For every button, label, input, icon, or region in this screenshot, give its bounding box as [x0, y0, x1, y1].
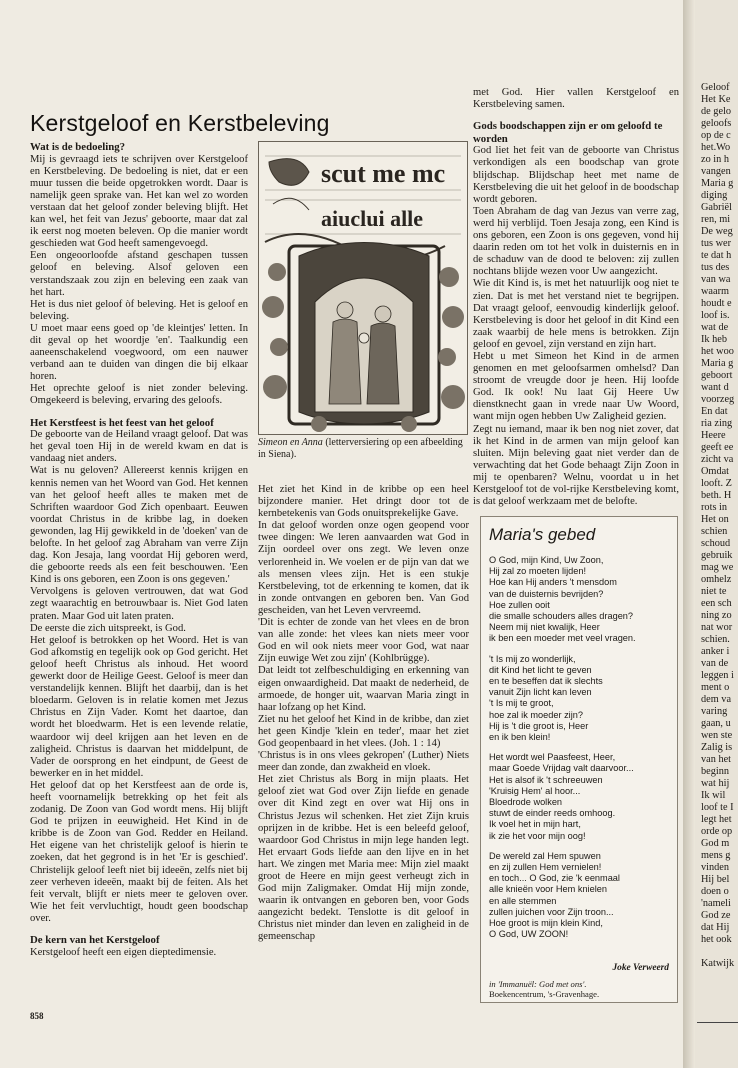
facing-page-text-fragment: dem va: [701, 694, 732, 705]
facing-page-text-fragment: omhelz: [701, 574, 732, 585]
poem-line: stuwt de einder reeds omhoog.: [489, 808, 616, 819]
paragraph: Ziet nu het geloof het Kind in de kribbe, dan ziet het geen Kindje 'klein en teder', maar het ziet God geopenbaard in het vlees. (Joh. 1 : 14): [258, 713, 469, 749]
poem-line: Bloedrode wolken: [489, 797, 563, 808]
facing-page-text-fragment: orde op: [701, 826, 733, 837]
facing-page-text-fragment: vangen: [701, 166, 731, 177]
poem-line: vanuit Zijn licht kan leven: [489, 687, 592, 698]
paragraph: In dat geloof worden onze ogen geopend voor twee dingen: We leren aanvaarden wat God in Zijn oordeel over ons zegt. We leven onze verlorenheid in. We voelen er de pijn van dat we als mensen vlees zijn. Het is een stukje Kerstbeleving, tot de erkenning te komen, dat ik in zonde ontvangen en geboren ben. Van God gescheiden, van het Leven vervreemd.: [258, 520, 469, 616]
facing-page-text-fragment: Ik heb: [701, 334, 728, 345]
poem-line: zullen juichen voor Zijn troon...: [489, 906, 614, 917]
paragraph: Kerstgeloof heeft een eigen dieptedimensie.: [30, 946, 217, 958]
section-heading: De kern van het Kerstgeloof: [30, 934, 160, 946]
facing-page-text-fragment: voorzeg: [701, 394, 735, 405]
facing-page-text-fragment: te dat h: [701, 250, 732, 261]
poem-line: ik zie het voor mijn oog!: [489, 830, 586, 841]
figure-caption: [258, 437, 466, 460]
poem-line: en ik ben klein!: [489, 732, 551, 743]
facing-page-text-fragment: beginn: [701, 766, 730, 777]
facing-page-text-fragment: loof is.: [701, 310, 730, 321]
facing-page-text-fragment: ren, mi: [701, 214, 731, 225]
facing-page-text-fragment: diging: [701, 190, 728, 201]
poem-line: die smalle schouders alles dragen?: [489, 611, 634, 622]
facing-page-text-fragment: 'nameli: [701, 898, 731, 909]
paragraph: Het ziet Christus als Borg in mijn plaats. Het geloof ziet wat God over Zijn liefde en genade over dit Kind zegt en over wat Hij ons in Christus Jezus wil schenken. Het ziet Zijn kruis oprijzen in de kribbe. Het is een beleefd geloof, waardoor God Christus in mijn lege handen legt. Het ervaart Gods liefde aan den lijve en in het hart. We zingen met Maria mee: Mijn ziel maakt groot de Heere en mijn geest verheugt zich in God mijn Zaligmaker. Omdat Hij mijn zonde, waarin ik ontvangen en geboren ben, voor Gods aangezicht bedekt. Tenslotte is dit geloof in Christus niet minder dan leven en zaligheid in de gemeenschap: [258, 774, 469, 943]
poem-line: en alle stemmen: [489, 895, 557, 906]
paragraph: God liet het feit van de geboorte van Christus verkondigen als een boodschap van grote blijdschap. Blijdschap heet met name de Kerstbeleving die uit het geloof in de boodschap wordt geboren.: [473, 145, 679, 205]
paragraph-gap: [473, 111, 679, 120]
facing-page-text-fragment: wat de: [701, 322, 729, 333]
facing-page-text-fragment: op de c: [701, 130, 731, 141]
facing-page-text-fragment: Maria g: [701, 178, 734, 189]
column-1: [30, 141, 248, 1001]
paragraph: De geboorte van de Heiland vraagt geloof. Dat was het geval toen Hij in de wereld kwam en dat is vandaag niet anders.: [30, 429, 248, 465]
facing-page-text-fragment: geloofs: [701, 118, 732, 129]
facing-page-text-fragment: van wa: [701, 274, 731, 285]
facing-page-text-fragment: Hij bel: [701, 874, 730, 885]
facing-page-text-fragment: zo in h: [701, 154, 730, 165]
paragraph: Wat is nu geloven? Allereerst kennis krijgen en kennis nemen van het Woord van God. Het kennen van het geloof heeft alles te maken met de Schriften waardoor God Zich openbaart. Eeuwen voordat Christus in de kribbe lag, in doeken gewonden, lag Hij gewikkeld in de 'doeken' van de belofte. In het geloof zag Abraham van verre Zijn dag. Kon Jesaja, lang voordat Hij geboren werd, die geboorte reeds als een feit beschouwen. 'Een Kind is ons geboren, een Zoon is ons gegeven.': [30, 465, 248, 586]
caption-rest: (letterversiering op een afbeelding in Siena).: [258, 437, 463, 460]
facing-page-text-fragment: het woo: [701, 346, 734, 357]
facing-page-text-fragment: En dat: [701, 406, 728, 417]
facing-page-text-fragment: wen ste: [701, 730, 733, 741]
facing-page-text-fragment: geeft ee: [701, 442, 734, 453]
facing-page-text-fragment: want d: [701, 382, 729, 393]
poem-line: en zij zullen Hem vernielen!: [489, 862, 602, 873]
illuminated-manuscript-image: [258, 141, 468, 435]
poem-line: Hoe zullen ooit: [489, 599, 550, 610]
poem-source: [489, 979, 599, 999]
manuscript-script-line-1: scut me mc: [321, 159, 446, 188]
poem-line: Het wordt wel Paasfeest, Heer,: [489, 752, 616, 763]
column-2: [258, 484, 469, 1004]
poem-line: en te beseffen dat ik slechts: [489, 676, 603, 687]
facing-page-text-fragment: tus wer: [701, 238, 732, 249]
facing-page-text-fragment: Gabriël: [701, 202, 732, 213]
illuminated-letter-illustration: [259, 142, 467, 434]
figure: [258, 141, 466, 471]
paragraph: Het geloof dat op het Kerstfeest aan de orde is, heeft voornamelijk betrekking op het feit als zodanig. De Zoon van God wordt mens. Hij blijft God te prijzen in eeuwigheid. Het Kind in de kribbe is de Zoon van God. Redder en Heiland. Het eigene van het christelijk geloof is hierin te zoeken, dat het gegrond is in het 'Er is geschied'. Christelijk geloof leeft niet bij ideeën, zelfs niet bij zeer verheven ideeën, maakt bij de feiten. Als het feit vervalt, blijft er niets meer te geloven over. Wie het feit vervluchtigt, houdt geen boodschap over.: [30, 779, 248, 924]
facing-page-text-fragment: waarm: [701, 286, 730, 297]
facing-page-text-fragment: mag we: [701, 562, 734, 573]
poem-stanza: [489, 654, 673, 744]
poem-line: Hoe kan Hij anders 't mensdom: [489, 577, 617, 588]
paragraph: Een ongeoorloofde afstand geschapen tussen geloof en beleving. Alsof geloven een verstandszaak zou zijn en beleving een zaak van het hart.: [30, 250, 248, 298]
facing-page-text-fragment: Omdat: [701, 466, 730, 477]
facing-page-text-fragment: houdt e: [701, 298, 732, 309]
paragraph: 'Christus is in ons vlees gekropen' (Luther) Niets meer dan zonde, dan zwakheid en vloek.: [258, 750, 469, 774]
poem-line: Hoe groot is mijn klein Kind,: [489, 918, 603, 929]
facing-page-text-fragment: van de: [701, 658, 729, 669]
facing-page-text-fragment: Zalig is: [701, 742, 733, 753]
facing-page-text-fragment: gebruik: [701, 550, 733, 561]
poem-line: Neem mij niet kwalijk, Heer: [489, 622, 600, 633]
facing-page-text-fragment: Katwijk: [701, 958, 735, 969]
poem-line: Hij zal zo moeten lijden!: [489, 566, 587, 577]
facing-page-text-fragment: niet te: [701, 586, 727, 597]
paragraph: Toen Abraham de dag van Jezus van verre zag, werd hij verblijd. Toen Jesaja zong, een Kind is ons geboren, een Zoon is ons gegeven, vond hij daarin reden om tot het volk in duisternis en in de schaduw van de dood te beloven: zij zullen nochtans blijde wezen voor Uw aangezicht.: [473, 205, 679, 278]
paragraph: Het geloof is betrokken op het Woord. Het is van God afkomstig en tegelijk ook op God gericht. Het geloof heeft Christus als inhoud. Het woord gewerkt door de Heilige Geest. Geloof is meer dan verstandelijk kennen. Blijft het daarbij, dan is het bloedarm. Geloven is in relatie komen met Jezus Christus en Zijn Vader. Komt het daartoe, dan wordt het bloedwarm. Het is een levende relatie, waardoor wij deel krijgen aan het leven en de zaligheid. Christus is daarvan het middelpunt, de Vader de oorsprong en het eindpunt, de Geest de bewerker en in het middel.: [30, 634, 248, 779]
section-heading: Wat is de bedoeling?: [30, 141, 126, 153]
page-gutter: [683, 0, 695, 1068]
facing-page-text-fragment: schien.: [701, 634, 730, 645]
facing-page-text-fragment: wat hij: [701, 778, 730, 789]
source-rest: Boekencentrum, 's-Gravenhage.: [489, 989, 600, 999]
facing-page-text-fragment: gaan, u: [701, 718, 731, 729]
page-number: 858: [30, 1011, 44, 1021]
facing-page-text-fragment: geboort: [701, 370, 733, 381]
poem-line: Ik voel het in mijn hart,: [489, 819, 581, 830]
facing-page-text-fragment: mens g: [701, 850, 731, 861]
column-3: [473, 87, 679, 508]
paragraph: met God. Hier vallen Kerstgeloof en Kerstbeleving samen.: [473, 87, 679, 111]
facing-page-text-fragment: de gelo: [701, 106, 732, 117]
caption-italic: Simeon en Anna: [258, 437, 323, 448]
facing-page-text-fragment: God m: [701, 838, 730, 849]
paragraph: 'Dit is echter de zonde van het vlees en de bron van alle zonde: het vlees kan niets meer voor God en wil ook niets meer voor God, wat naar Zijn euwige Wet zou zijn' (Kohlbrügge).: [258, 617, 469, 665]
manuscript-script-line-2: aiuclui alle: [321, 206, 424, 231]
poem-line: 'Kruisig Hem' al hoor...: [489, 785, 581, 796]
poem-line: alle knieën voor Hem knielen: [489, 884, 607, 895]
paragraph-gap: [30, 925, 248, 934]
paragraph: Dat leidt tot zelfbeschuldiging en erkenning van eigen onwaardigheid. Dat maakt de nederheid, de armoede, de honger uit, waarvan Maria zingt in haar lofzang op het Kind.: [258, 665, 469, 713]
poem-line: 't Is mij zo wonderlijk,: [489, 653, 576, 664]
paragraph: Het oprechte geloof is niet zonder beleving. Omgekeerd is beleving, ervaring des geloofs.: [30, 383, 248, 407]
facing-page-text-fragment: ria zing: [701, 418, 733, 429]
section-heading: Gods boodschappen zijn er om geloofd te worden: [473, 120, 663, 145]
facing-page-text-fragment: anker i: [701, 646, 730, 657]
paragraph: Het is dus niet geloof òf beleving. Het is geloof en beleving.: [30, 298, 248, 322]
facing-page-text-fragment: rots in: [701, 502, 728, 513]
poem-title: Maria's gebed: [489, 525, 596, 544]
section-heading: Het Kerstfeest is het feest van het geloof: [30, 416, 214, 429]
paragraph-gap: [30, 408, 248, 417]
paragraph: Zegt nu iemand, maar ik ben nog niet zover, dat ik het Kind in de armen van mijn geloof kan sluiten. Mijn beleving gaat niet verder dan de verwachting dat het Gode behaagt Zijn Zoon in mij te openbaren? Welnu, voordat u in het Kerstgeloof tot de vol-rijke Kerstbeleving komt, is dat geloof werkzaam met de belofte.: [473, 423, 679, 508]
poem-text: [489, 555, 673, 950]
facing-page-text-fragment: varing: [701, 706, 728, 717]
facing-page-text-fragment: looft. Z: [701, 478, 732, 489]
poem-stanza: [489, 555, 673, 645]
poem-line: Het is alsof ik 't schreeuwen: [489, 774, 603, 785]
facing-page-text-fragment: God ze: [701, 910, 731, 921]
bottom-rule: [697, 1022, 738, 1023]
facing-page-text-fragment: Maria g: [701, 358, 734, 369]
poem-line: 't Is mij te groot,: [489, 698, 554, 709]
poem-box: [480, 516, 678, 1003]
facing-page-text-fragment: leggen i: [701, 670, 734, 681]
paragraph: Het ziet het Kind in de kribbe op een heel bijzondere manier. Het dringt door tot de kernbetekenis van Gods onuitsprekelijke Gave.: [258, 484, 469, 520]
poem-line: Hij is 't die groot is, Heer: [489, 720, 589, 731]
facing-page-text-fragment: zicht va: [701, 454, 734, 465]
poem-line: dit Kind het licht te geven: [489, 664, 592, 675]
paragraph: Hebt u met Simeon het Kind in de armen genomen en met geloofsarmen omhelsd? Dan stroomt de vreugde door je heen. Hij loofde God. Ik ook! Nu laat Gij Heere Uw dienstknecht gaan in vrede naar Uw Woord, want mijn ogen hebben Uw Zaligheid gezien.: [473, 350, 679, 423]
facing-page-text-fragment: het.Wo: [701, 142, 731, 153]
poem-author: Joke Verweerd: [612, 963, 669, 973]
facing-page-text-fragment: schien: [701, 526, 728, 537]
poem-line: O God, mijn Kind, Uw Zoon,: [489, 555, 604, 565]
paragraph: Wie dit Kind is, is met het natuurlijk oog niet te zien. Dat is met het verstand niet te begrijpen. Dat vraagt geloof, eenvoudig kinderlijk geloof. Kerstbeleving is door het geloof in dit Kind een zaak waarbij de hele mens is betrokken. Zijn geloof en gevoel, zijn verstand en zijn hart.: [473, 278, 679, 350]
paragraph: U moet maar eens goed op 'de kleintjes' letten. In dit geval op het woordje 'en'. Taalkundig een aaneenschakelend voegwoord, om een nauwer verband aan te duiden van dingen die bij elkaar horen.: [30, 322, 248, 383]
facing-page-text-fragment: doen o: [701, 886, 729, 897]
facing-page-text-fragment: tus des: [701, 262, 730, 273]
facing-page-text-fragment: Het on: [701, 514, 729, 525]
facing-page-text-fragment: ning zo: [701, 610, 732, 621]
facing-page-text-fragment: nat wor: [701, 622, 733, 633]
facing-page-text-fragment: beth. H: [701, 490, 732, 501]
poem-stanza: [489, 752, 673, 842]
facing-page-text-fragment: het ook: [701, 934, 732, 945]
poem-stanza: [489, 851, 673, 941]
poem-line: ik ben een moeder met veel vragen.: [489, 633, 636, 644]
poem-line: van de duisternis bevrijden?: [489, 588, 604, 599]
facing-page-text-fragment: legt het: [701, 814, 732, 825]
facing-page-text-fragment: Heere: [701, 430, 726, 441]
poem-line: hoe zal ik moeder zijn?: [489, 709, 583, 720]
facing-page-text-fragment: ment o: [701, 682, 730, 693]
poem-line: en toch... O God, zie 'k eenmaal: [489, 873, 620, 884]
facing-page-text-fragment: Het Ke: [701, 94, 731, 105]
facing-page-text-fragment: een sch: [701, 598, 732, 609]
source-italic: in 'Immanuël: God met ons'.: [489, 979, 587, 989]
facing-page-text-fragment: schoud: [701, 538, 731, 549]
article-title: Kerstgeloof en Kerstbeleving: [30, 110, 330, 136]
poem-line: De wereld zal Hem spuwen: [489, 850, 601, 861]
facing-page-text-fragment: vinden: [701, 862, 730, 873]
paragraph: Vervolgens is geloven vertrouwen, dat wat God zegt waarachtig en betrouwbaar is. Niet God laten praten. Maar God uit laten praten.: [30, 586, 248, 622]
facing-page-text-fragment: dat Hij: [701, 922, 730, 933]
paragraph: Mij is gevraagd iets te schrijven over Kerstgeloof en Kerstbeleving. De bedoeling is niet, dat er een muur tussen die beide opgetrokken wordt. Daar is namelijk geen sprake van. Het kan wel zo worden verstaan dat het geloof zonder beleving blijft. Het kan wel, het feit van Jezus' geboorte, maar dat zal ik eerst nog moeten beleven. Op die manier wordt geschieden wat God heeft samengevoegd.: [30, 153, 248, 250]
facing-page-text-fragment: Ik wil: [701, 790, 726, 801]
facing-page-text-fragment: loof te I: [701, 802, 734, 813]
poem-line: O God, UW ZOON!: [489, 929, 569, 940]
facing-page-text-fragment: Geloof: [701, 82, 730, 93]
poem-line: maar Goede Vrijdag valt daarvoor...: [489, 763, 634, 774]
facing-page-text-fragment: De weg: [701, 226, 733, 237]
paragraph: De eerste die zich uitspreekt, is God.: [30, 622, 186, 634]
facing-page-text-fragment: van het: [701, 754, 732, 765]
